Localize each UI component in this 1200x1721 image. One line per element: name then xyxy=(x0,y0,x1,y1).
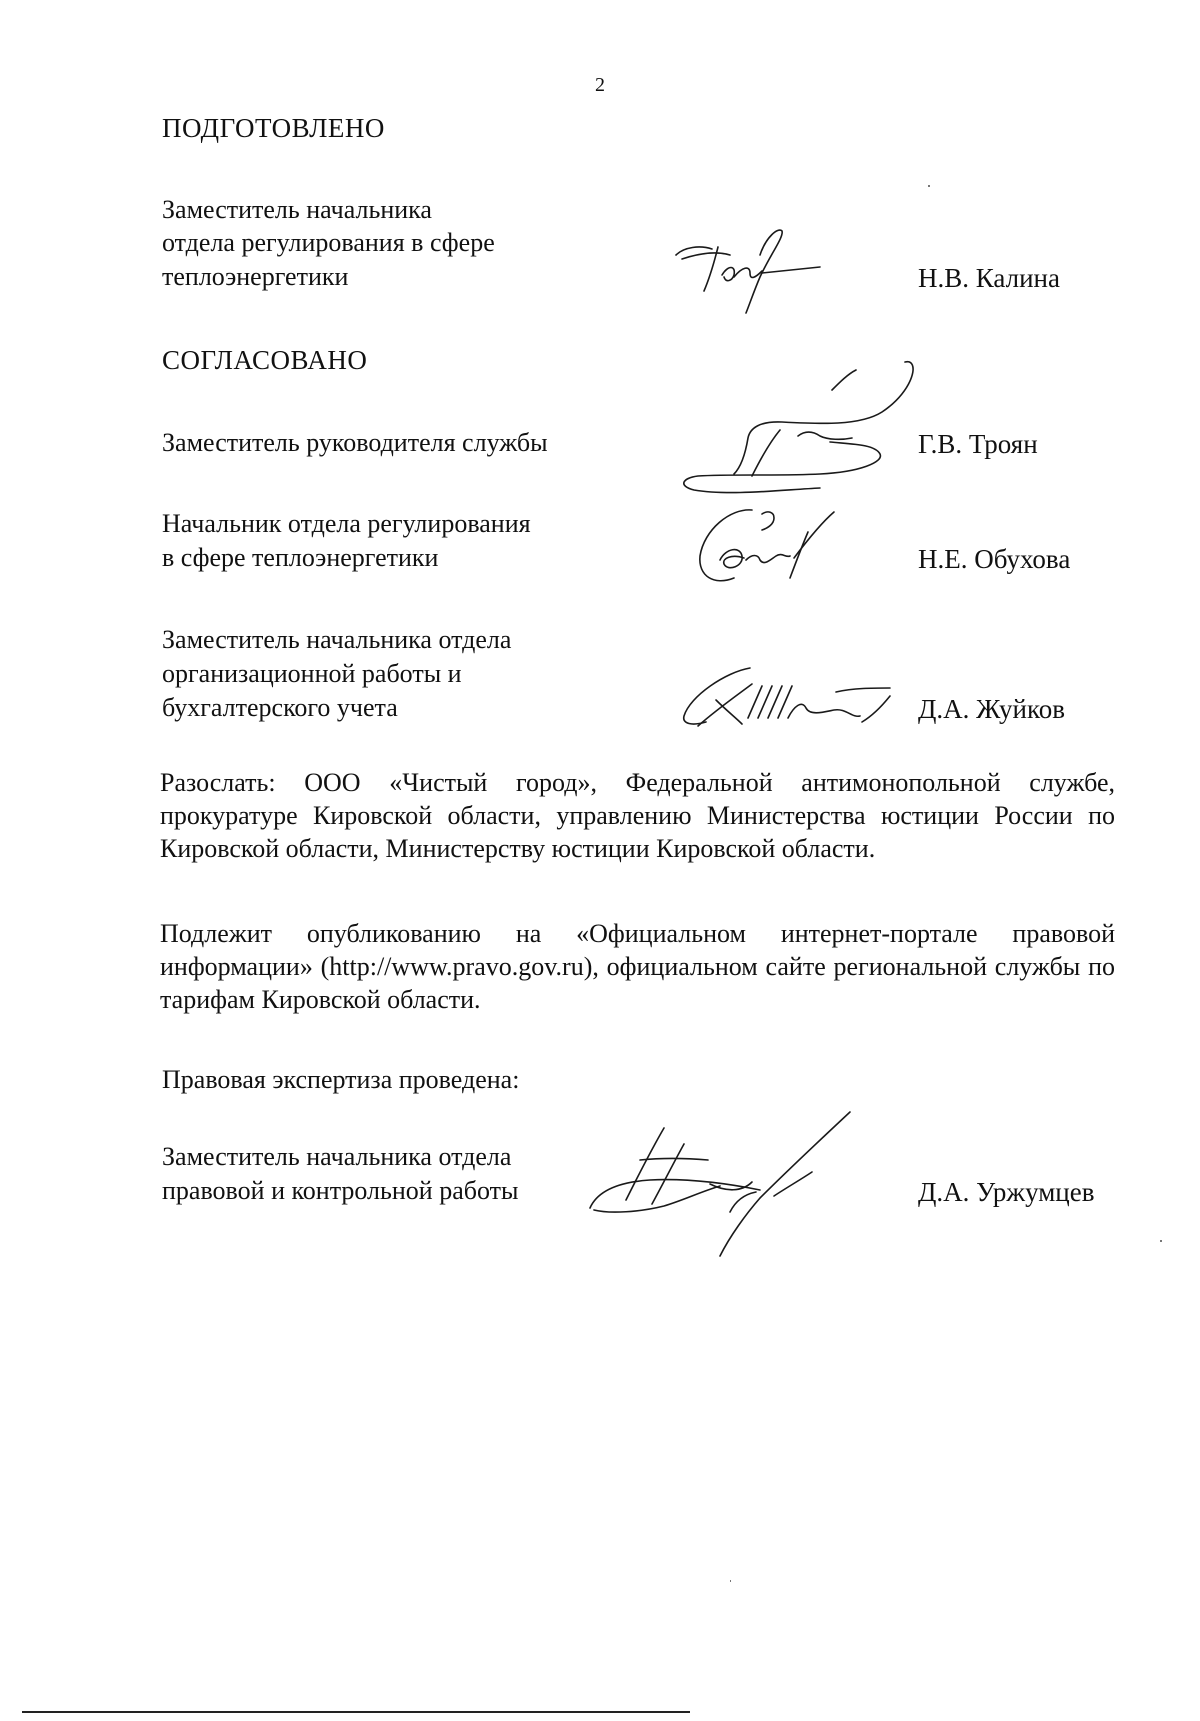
agreed-signer-3-name: Д.А. Жуйков xyxy=(918,694,1065,724)
prepared-signer-name: Н.В. Калина xyxy=(918,263,1060,293)
prepared-heading: ПОДГОТОВЛЕНО xyxy=(162,113,385,143)
signature-kalina xyxy=(670,225,830,320)
legal-review-heading: Правовая экспертиза проведена: xyxy=(162,1065,520,1094)
agreed-signer-2-name: Н.Е. Обухова xyxy=(918,544,1071,574)
distribution-text: Разослать: ООО «Чистый город», Федеральной антимонопольной службе, прокуратуре Кировской области, управлению Министерства юстиции России по Кировской области, Министерству юстиции Кировской области. xyxy=(160,768,1115,863)
agreed-heading: СОГЛАСОВАНО xyxy=(162,345,368,375)
agreed-signer-3-position-line-3: бухгалтерского учета xyxy=(162,693,398,722)
signature-obukhova xyxy=(690,500,860,595)
legal-review-signer-name: Д.А. Уржумцев xyxy=(918,1177,1095,1207)
scan-speck xyxy=(928,185,930,187)
publication-text: Подлежит опубликованию на «Официальном интернет-портале правовой информации» (http://www.pravo.gov.ru), официальном сайте региональной службы по тарифам Кировской области. xyxy=(160,919,1115,1014)
scan-speck xyxy=(1160,1240,1162,1242)
prepared-position-line-1: Заместитель начальника xyxy=(162,195,432,224)
legal-review-position-line-1: Заместитель начальника отдела xyxy=(162,1142,512,1171)
prepared-position-line-2: отдела регулирования в сфере xyxy=(162,228,495,257)
page-number: 2 xyxy=(595,74,605,96)
agreed-signer-3-position-line-2: организационной работы и xyxy=(162,659,462,688)
prepared-position-line-3: теплоэнергетики xyxy=(162,262,349,291)
agreed-signer-1-position: Заместитель руководителя службы xyxy=(162,428,548,457)
agreed-signer-2-position-line-1: Начальник отдела регулирования xyxy=(162,509,531,538)
signature-urzhumtsev xyxy=(580,1100,870,1265)
signature-zhuikov xyxy=(676,660,916,740)
agreed-signer-1-name: Г.В. Троян xyxy=(918,429,1038,459)
legal-review-position-line-2: правовой и контрольной работы xyxy=(162,1176,519,1205)
bottom-edge-line xyxy=(22,1711,690,1713)
agreed-signer-2-position-line-2: в сфере теплоэнергетики xyxy=(162,543,439,572)
signature-troyan xyxy=(670,350,920,510)
agreed-signer-3-position-line-1: Заместитель начальника отдела xyxy=(162,625,512,654)
scan-speck xyxy=(730,1580,731,1582)
